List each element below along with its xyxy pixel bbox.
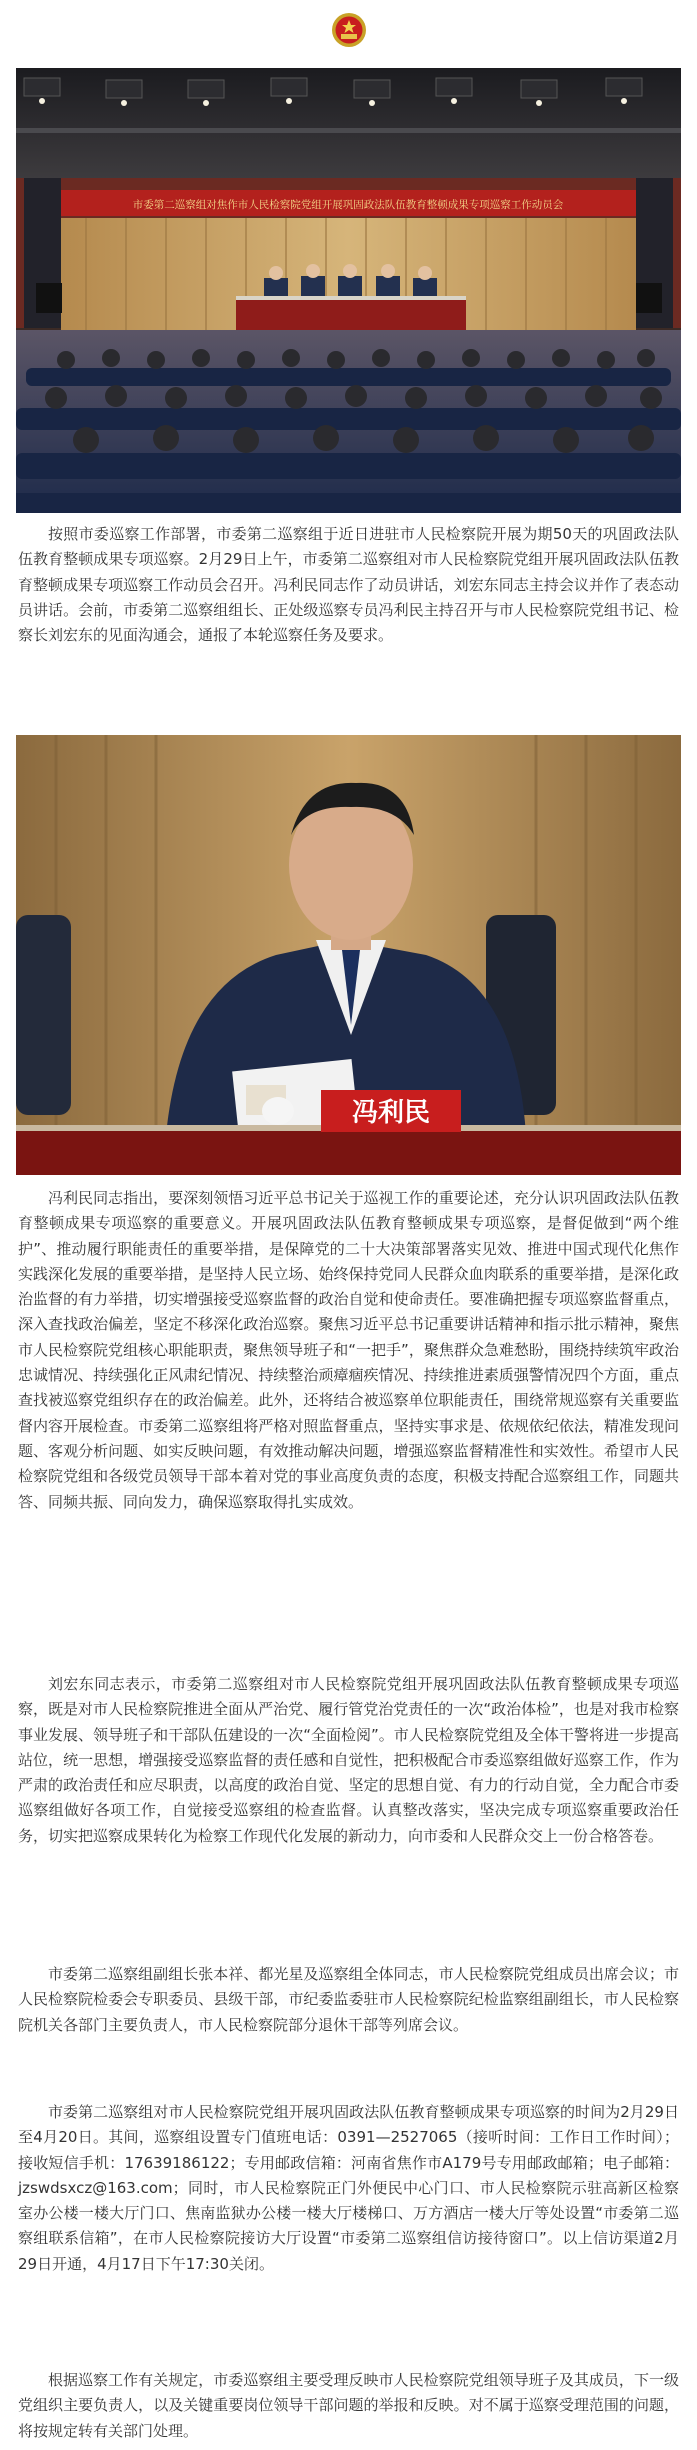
speaker-illustration [16,735,681,1175]
meeting-hall-photo [16,68,681,513]
speaker-name-card: 冯利民 [351,1098,431,1128]
article-paragraph-5: 市委第二巡察组对市人民检察院党组开展巩固政法队伍教育整顿成果专项巡察的时间为2月29日至4月20日。其间，巡察组设置专门值班电话：0391—2527065（接听时间：工作日工作时间）；接收短信手机：17639186122；专用邮政信箱：河南省焦作市A179号专用邮政邮箱；电子邮箱：jzswdsxcz@163.com；同时，市人民检察院正门外便民中心门口、市人民检察院示驻高新区检察室办公楼一楼大厅门口、焦南监狱办公楼一楼大厅楼梯口、万方酒店一楼大厅等处设置“市委第二巡察组联系信箱”，在市人民检察院接访大厅设置“市委第二巡察组信访接待窗口”。以上信访渠道2月29日开通，4月17日下午17:30关闭。 [18,2103,679,2273]
article-paragraph-1: 按照市委巡察工作部署，市委第二巡察组于近日进驻市人民检察院开展为期50天的巩固政法队伍教育整顿成果专项巡察。2月29日上午，市委第二巡察组对市人民检察院党组开展巩固政法队伍教育整顿成果专项巡察工作动员会召开。冯利民同志作了动员讲话，刘宏东同志主持会议并作了表态动员讲话。会前，市委第二巡察组组长、正处级巡察专员冯利民主持召开与市人民检察院党组书记、检察长刘宏东的见面沟通会，通报了本轮巡察任务及要求。 [18,525,679,645]
meeting-banner: 市委第二巡察组对焦作市人民检察院党组开展巩固政法队伍教育整顿成果专项巡察工作动员会 [132,199,564,211]
meeting-hall-illustration [16,68,681,513]
article-paragraph-4: 市委第二巡察组副组长张本祥、都光星及巡察组全体同志，市人民检察院党组成员出席会议；市人民检察院检委会专职委员、县级干部，市纪委监委驻市人民检察院纪检监察组副组长，市人民检察院机关各部门主要负责人，市人民检察院部分退休干部等列席会议。 [18,1965,679,2034]
party-emblem-icon [331,12,367,48]
article-paragraph-3: 刘宏东同志表示，市委第二巡察组对市人民检察院党组开展巩固政法队伍教育整顿成果专项巡察，既是对市人民检察院推进全面从严治党、履行管党治党责任的一次“政治体检”，也是对我市检察事业发展、领导班子和干部队伍建设的一次“全面检阅”。市人民检察院党组及全体干警将进一步提高站位，统一思想，增强接受巡察监督的责任感和自觉性，把积极配合市委巡察组做好巡察工作，作为严肃的政治责任和应尽职责，以高度的政治自觉、坚定的思想自觉、有力的行动自觉，全力配合市委巡察组做好各项工作，自觉接受巡察组的检查监督。认真整改落实，坚决完成专项巡察重要政治任务，切实把巡察成果转化为检察工作现代化发展的新动力，向市委和人民群众交上一份合格答卷。 [18,1675,679,1845]
speaker-photo [16,735,681,1175]
article-paragraph-6: 根据巡察工作有关规定，市委巡察组主要受理反映市人民检察院党组领导班子及其成员，下一级党组织主要负责人，以及关键重要岗位领导干部问题的举报和反映。对不属于巡察受理范围的问题，将按规定转有关部门处理。 [18,2371,679,2440]
article-paragraph-2: 冯利民同志指出，要深刻领悟习近平总书记关于巡视工作的重要论述，充分认识巩固政法队伍教育整顿成果专项巡察的重要意义。开展巩固政法队伍教育整顿成果专项巡察，是督促做到“两个维护”、推动履行职能责任的重要举措，是保障党的二十大决策部署落实见效、推进中国式现代化焦作实践深化发展的重要举措，是坚持人民立场、始终保持党同人民群众血肉联系的重要举措，是深化政治监督的有力举措，切实增强接受巡察监督的政治自觉和使命责任。要准确把握专项巡察监督重点，深入查找政治偏差，坚定不移深化政治巡察。聚焦习近平总书记重要讲话精神和指示批示精神，聚焦市人民检察院党组核心职能职责，聚焦领导班子和“一把手”，聚焦群众急难愁盼，围绕持续筑牢政治忠诚情况、持续强化正风肃纪情况、持续整治顽瘴痼疾情况、持续推进素质强警情况四个方面，重点查找被巡察党组织存在的政治偏差。此外，还将结合被巡察单位职能责任，围绕常规巡察有关重要监督内容开展检查。市委第二巡察组将严格对照监督重点，坚持实事求是、依规依纪依法，精准发现问题、客观分析问题、如实反映问题，有效推动解决问题，增强巡察监督精准性和实效性。希望市人民检察院党组和各级党员领导干部本着对党的事业高度负责的态度，积极支持配合巡察组工作，同题共答、同频共振、同向发力，确保巡察取得扎实成效。 [18,1189,679,1511]
